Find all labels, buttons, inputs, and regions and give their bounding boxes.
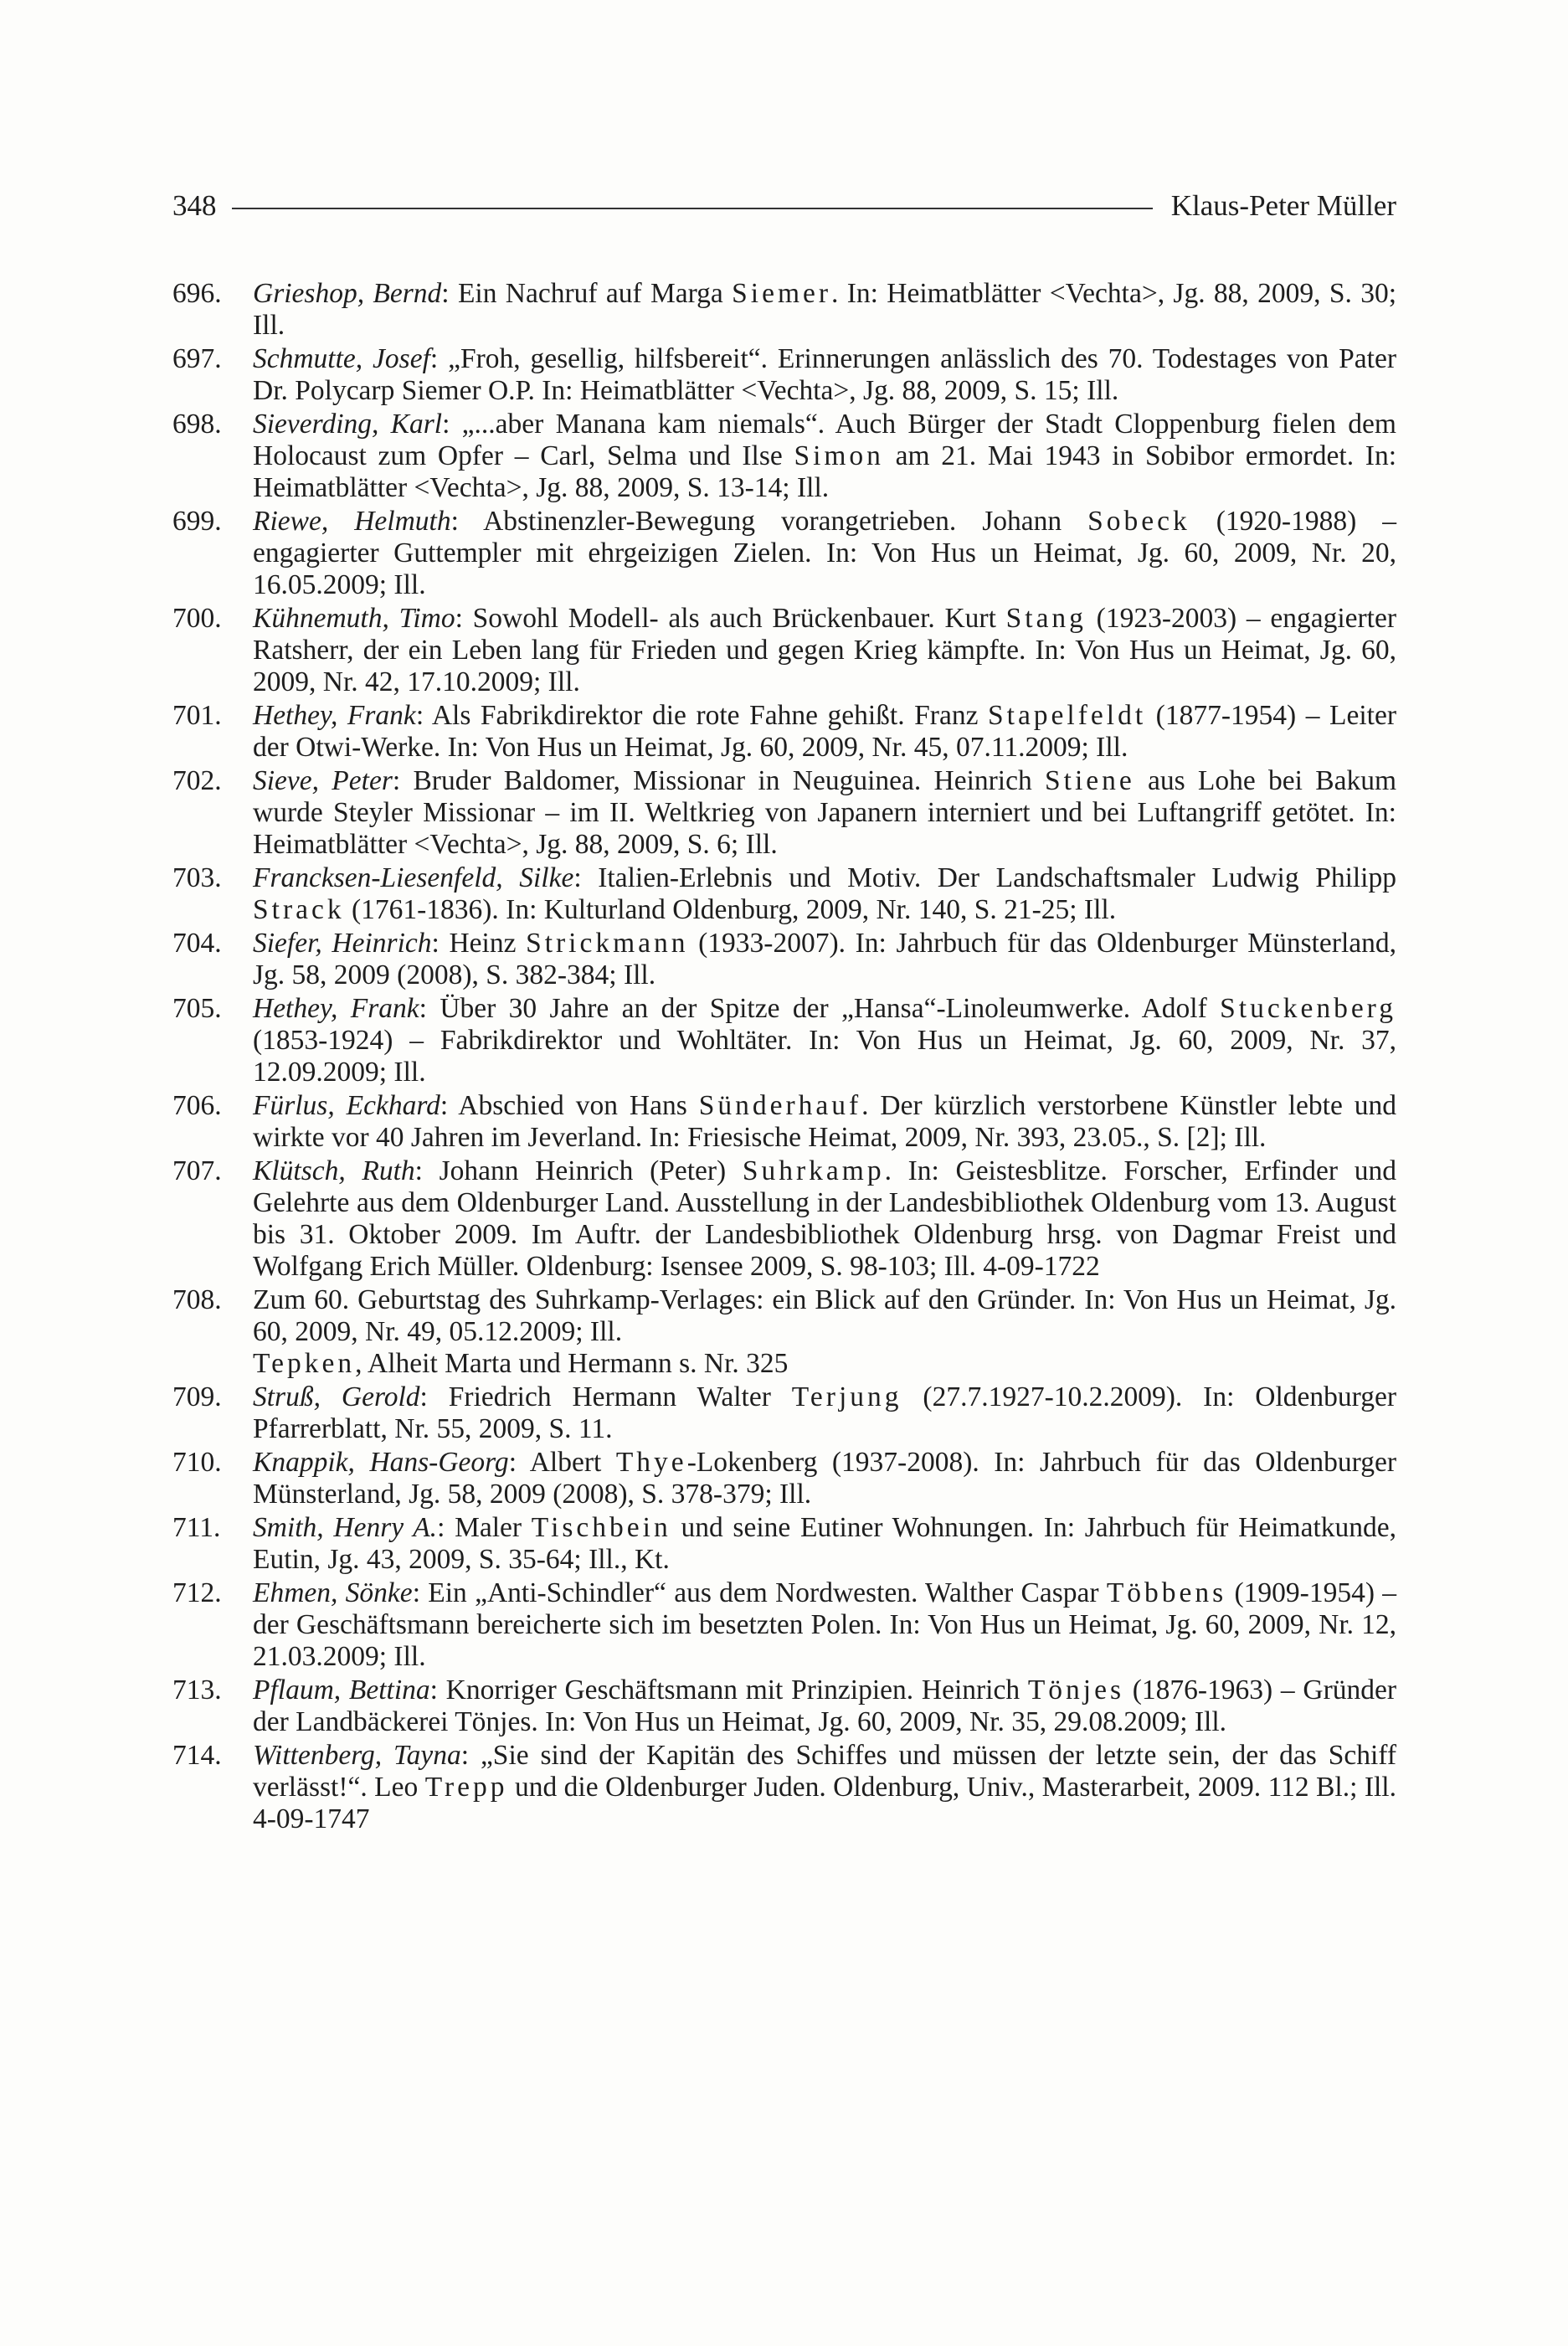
spaced-name: Stiene: [1045, 765, 1135, 796]
bibliography-entry: 701. Hethey, Frank: Als Fabrikdirektor die rote Fahne gehißt. Franz Stapelfeldt (1877-1954) – Leiter der Otwi-Werke. In: Von Hus un Heimat, Jg. 60, 2009, Nr. 45, 07.11.2009; Ill.: [172, 700, 1396, 763]
entry-number: 714.: [172, 1740, 222, 1771]
bibliography-entry: [172, 1284, 1396, 1380]
spaced-name: Suhrkamp: [742, 1155, 885, 1186]
header-rule: [232, 208, 1153, 209]
entry-text: Zum 60. Geburtstag des Suhrkamp-Verlages: ein Blick auf den Gründer. In: Von Hus un Heimat, Jg. 60, 2009, Nr. 49, 05.12.2009; Ill.: [253, 1284, 1396, 1347]
entry-author: Sieve, Peter: [253, 765, 393, 796]
spaced-name: Strickmann: [526, 928, 689, 959]
entry-number: 706.: [172, 1090, 222, 1121]
entry-author: Kühnemuth, Timo: [253, 603, 455, 634]
entry-author: Wittenberg, Tayna: [253, 1740, 461, 1771]
entry-text: Ein „Anti-Schindler“ aus dem Nordwesten. Walther Caspar: [428, 1577, 1107, 1608]
entry-text: „Froh, gesellig, hilfsbereit“. Erinnerungen anlässlich des 70. Todestages von Pater Dr. Polycarp Siemer O.P. In: Heimatblätter <Vechta>, Jg. 88, 2009, S. 15; Ill.: [253, 343, 1396, 406]
bibliography-list: [172, 278, 1396, 1837]
entry-text: Johann Heinrich (Peter): [439, 1155, 743, 1186]
entry-text: Albert: [529, 1447, 616, 1478]
bibliography-entry: 711. Smith, Henry A.: Maler Tischbein und seine Eutiner Wohnungen. In: Jahrbuch für Heimatkunde, Eutin, Jg. 43, 2009, S. 35-64; Ill., Kt.: [172, 1512, 1396, 1575]
entry-author: Struß, Gerold: [253, 1381, 420, 1412]
spaced-name: Többens: [1106, 1577, 1227, 1608]
entry-text: (27.7.1927-10.2.2009). In: Oldenburger Pfarrerblatt, Nr. 55, 2009, S. 11.: [253, 1381, 1397, 1444]
entry-text: Sowohl Modell- als auch Brückenbauer. Kurt: [472, 603, 1006, 634]
spaced-name: Thye: [615, 1447, 687, 1478]
bibliography-entry: 700. Kühnemuth, Timo: Sowohl Modell- als auch Brückenbauer. Kurt Stang (1923-2003) – engagierter Ratsherr, der ein Leben lang für Frieden und gegen Krieg kämpfte. In: Von Hus un Heimat, Jg. 60, 2009, Nr. 42, 17.10.2009; Ill.: [172, 603, 1397, 697]
entry-author: Schmutte, Josef: [253, 343, 430, 374]
spaced-name: Stapelfeldt: [988, 700, 1147, 731]
entry-number: 710.: [172, 1447, 222, 1478]
spaced-name: Terjung: [791, 1381, 902, 1412]
running-author: Klaus-Peter Müller: [1170, 189, 1396, 222]
entry-author: Sieverding, Karl: [253, 409, 443, 440]
entry-text: Ein Nachruf auf Marga: [457, 278, 733, 309]
entry-text: Maler: [455, 1512, 532, 1543]
entry-author: Knappik, Hans-Georg: [253, 1447, 509, 1478]
entry-number: 696.: [172, 278, 222, 309]
entry-text: . In: Geistesblitze. Forscher, Erfinder und Gelehrte aus dem Oldenburger Land. Ausstellung in der Landesbibliothek Oldenburg vom 13. August bis 31. Oktober 2009. Im Auftr. der Landesbibliothek Oldenburg hrsg. von Dagmar Freist und Wolfgang Erich Müller. Oldenburg: Isensee 2009, S. 98-103; Ill. 4-09-1722: [253, 1155, 1396, 1282]
spaced-name: Tischbein: [531, 1512, 671, 1543]
bibliography-entry: 702. Sieve, Peter: Bruder Baldomer, Missionar in Neuguinea. Heinrich Stiene aus Lohe bei Bakum wurde Steyler Missionar – im II. Weltkrieg von Japanern interniert und bei Luftangriff getötet. In: Heimatblätter <Vechta>, Jg. 88, 2009, S. 6; Ill.: [172, 765, 1397, 860]
entry-text: (1923-2003) – engagierter Ratsherr, der ein Leben lang für Frieden und gegen Krieg kämpfte. In: Von Hus un Heimat, Jg. 60, 2009, Nr. 42, 17.10.2009; Ill.: [253, 603, 1397, 697]
spaced-name: Stuckenberg: [1220, 993, 1396, 1024]
entry-author: Francksen-Liesenfeld, Silke: [253, 862, 574, 893]
entry-text: Friedrich Hermann Walter: [448, 1381, 792, 1412]
entry-number: 704.: [172, 928, 222, 959]
entry-number: 697.: [172, 343, 222, 374]
bibliography-entry: 710. Knappik, Hans-Georg: Albert Thye-Lokenberg (1937-2008). In: Jahrbuch für das Oldenburger Münsterland, Jg. 58, 2009 (2008), S. 378-379; Ill.: [172, 1447, 1397, 1510]
entry-text: (1877-1954) – Leiter der Otwi-Werke. In: Von Hus un Heimat, Jg. 60, 2009, Nr. 45, 07.11.2009; Ill.: [253, 700, 1396, 763]
entry-author: Hethey, Frank: [253, 700, 416, 731]
entry-number: 705.: [172, 993, 222, 1024]
entry-number: 709.: [172, 1381, 222, 1412]
spaced-name: Trepp: [424, 1772, 508, 1803]
bibliography-entry: 699. Riewe, Helmuth: Abstinenzler-Bewegung vorangetrieben. Johann Sobeck (1920-1988) – engagierter Guttempler mit ehrgeizigen Zielen. In: Von Hus un Heimat, Jg. 60, 2009, Nr. 20, 16.05.2009; Ill.: [172, 506, 1396, 600]
spaced-name: Tönjes: [1027, 1675, 1124, 1705]
spaced-name: Tepken: [253, 1348, 356, 1379]
entry-text: Bruder Baldomer, Missionar in Neuguinea. Heinrich: [413, 765, 1045, 796]
entry-number: 698.: [172, 409, 222, 440]
entry-text: . Der kürzlich verstorbene Künstler lebte und wirkte vor 40 Jahren im Jeverland. In: Friesische Heimat, 2009, Nr. 393, 23.05., S. [2]; Ill.: [253, 1090, 1396, 1153]
bibliography-entry: 704. Siefer, Heinrich: Heinz Strickmann (1933-2007). In: Jahrbuch für das Oldenburger Münsterland, Jg. 58, 2009 (2008), S. 382-384; Ill.: [172, 928, 1396, 990]
entry-author: Siefer, Heinrich: [253, 928, 432, 959]
spaced-name: Sobeck: [1087, 506, 1190, 537]
entry-text: (1853-1924) – Fabrikdirektor und Wohltäter. In: Von Hus un Heimat, Jg. 60, 2009, Nr. 37, 12.09.2009; Ill.: [253, 1025, 1396, 1088]
bibliography-entry: 696. Grieshop, Bernd: Ein Nachruf auf Marga Siemer. In: Heimatblätter <Vechta>, Jg. 88, 2009, S. 30; Ill.: [172, 278, 1396, 341]
cross-reference: [253, 1348, 1396, 1380]
entry-author: Hethey, Frank: [253, 993, 419, 1024]
entry-text: Abschied von Hans: [458, 1090, 699, 1121]
entry-number: 700.: [172, 603, 222, 634]
bibliography-entry: 706. Fürlus, Eckhard: Abschied von Hans Sünderhauf. Der kürzlich verstorbene Künstler lebte und wirkte vor 40 Jahren im Jeverland. In: Friesische Heimat, 2009, Nr. 393, 23.05., S. [2]; Ill.: [172, 1090, 1396, 1153]
entry-text: Abstinenzler-Bewegung vorangetrieben. Johann: [483, 506, 1088, 537]
spaced-name: Siemer: [732, 278, 832, 309]
entry-author: Fürlus, Eckhard: [253, 1090, 440, 1121]
page-header: [172, 181, 1396, 231]
entry-text: Heinz: [449, 928, 527, 959]
entry-text: Knorriger Geschäftsmann mit Prinzipien. Heinrich: [445, 1675, 1028, 1705]
entry-text: (1933-2007). In: Jahrbuch für das Oldenburger Münsterland, Jg. 58, 2009 (2008), S. 382-384; Ill.: [253, 928, 1396, 990]
bibliography-entry: 709. Struß, Gerold: Friedrich Hermann Walter Terjung (27.7.1927-10.2.2009). In: Oldenburger Pfarrerblatt, Nr. 55, 2009, S. 11.: [172, 1381, 1397, 1444]
bibliography-entry: 714. Wittenberg, Tayna: „Sie sind der Kapitän des Schiffes und müssen der letzte sein, der das Schiff verlässt!“. Leo Trepp und die Oldenburger Juden. Oldenburg, Univ., Masterarbeit, 2009. 112 Bl.; Ill. 4-09-1747: [172, 1740, 1396, 1834]
entry-text: (1920-1988) – engagierter Guttempler mit ehrgeizigen Zielen. In: Von Hus un Heimat, Jg. 60, 2009, Nr. 20, 16.05.2009; Ill.: [253, 506, 1396, 600]
spaced-name: Strack: [253, 894, 345, 925]
entry-text: (1909-1954) – der Geschäftsmann bereicherte sich im besetzten Polen. In: Von Hus un Heimat, Jg. 60, 2009, Nr. 12, 21.03.2009; Ill.: [253, 1577, 1397, 1672]
entry-number: 703.: [172, 862, 222, 893]
entry-text: (1876-1963) – Gründer der Landbäckerei Tönjes. In: Von Hus un Heimat, Jg. 60, 2009, Nr. 35, 29.08.2009; Ill.: [253, 1675, 1397, 1737]
entry-author: Grieshop, Bernd: [253, 278, 442, 309]
entry-text: . In: Heimatblätter <Vechta>, Jg. 88, 2009, S. 30; Ill.: [253, 278, 1396, 341]
entry-text: und seine Eutiner Wohnungen. In: Jahrbuch für Heimatkunde, Eutin, Jg. 43, 2009, S. 35-64; Ill., Kt.: [253, 1512, 1396, 1575]
entry-text: am 21. Mai 1943 in Sobibor ermordet. In: Heimatblätter <Vechta>, Jg. 88, 2009, S. 13-14; Ill.: [253, 440, 1396, 503]
entry-text: Als Fabrikdirektor die rote Fahne gehißt. Franz: [431, 700, 988, 731]
spaced-name: Simon: [794, 440, 884, 471]
entry-author: Klütsch, Ruth: [253, 1155, 415, 1186]
entry-number: 699.: [172, 506, 222, 537]
bibliography-entry: 713. Pflaum, Bettina: Knorriger Geschäftsmann mit Prinzipien. Heinrich Tönjes (1876-1963) – Gründer der Landbäckerei Tönjes. In: Von Hus un Heimat, Jg. 60, 2009, Nr. 35, 29.08.2009; Ill.: [172, 1675, 1397, 1737]
entry-number: 708.: [172, 1284, 222, 1315]
bibliography-entry: 697. Schmutte, Josef: „Froh, gesellig, hilfsbereit“. Erinnerungen anlässlich des 70. Todestages von Pater Dr. Polycarp Siemer O.P. In: Heimatblätter <Vechta>, Jg. 88, 2009, S. 15; Ill.: [172, 343, 1396, 406]
entry-author: Ehmen, Sönke: [253, 1577, 413, 1608]
entry-text: Über 30 Jahre an der Spitze der „Hansa“-Linoleumwerke. Adolf: [440, 993, 1221, 1024]
entry-text: und die Oldenburger Juden. Oldenburg, Univ., Masterarbeit, 2009. 112 Bl.; Ill. 4-09-1747: [253, 1772, 1396, 1834]
entry-number: 712.: [172, 1577, 222, 1608]
entry-author: Smith, Henry A.: [253, 1512, 438, 1543]
entry-text: , Alheit Marta und Hermann s. Nr. 325: [355, 1348, 789, 1379]
entry-number: 713.: [172, 1675, 222, 1705]
page-number: 348: [172, 189, 217, 222]
entry-number: 701.: [172, 700, 222, 731]
bibliography-entry: 712. Ehmen, Sönke: Ein „Anti-Schindler“ aus dem Nordwesten. Walther Caspar Többens (1909-1954) – der Geschäftsmann bereicherte sich im besetzten Polen. In: Von Hus un Heimat, Jg. 60, 2009, Nr. 12, 21.03.2009; Ill.: [172, 1577, 1397, 1672]
entry-text: Italien-Erlebnis und Motiv. Der Landschaftsmaler Ludwig Philipp: [598, 862, 1396, 893]
entry-author: Riewe, Helmuth: [253, 506, 451, 537]
bibliography-entry: 698. Sieverding, Karl: „...aber Manana kam niemals“. Auch Bürger der Stadt Cloppenburg fielen dem Holocaust zum Opfer – Carl, Selma und Ilse Simon am 21. Mai 1943 in Sobibor ermordet. In: Heimatblätter <Vechta>, Jg. 88, 2009, S. 13-14; Ill.: [172, 409, 1396, 503]
entry-author: Pflaum, Bettina: [253, 1675, 430, 1705]
spaced-name: Sünderhauf: [698, 1090, 862, 1121]
entry-number: 711.: [172, 1512, 221, 1543]
bibliography-entry: 703. Francksen-Liesenfeld, Silke: Italien-Erlebnis und Motiv. Der Landschaftsmaler Ludwig Philipp Strack (1761-1836). In: Kulturland Oldenburg, 2009, Nr. 140, S. 21-25; Ill.: [172, 862, 1396, 925]
entry-text: -Lokenberg (1937-2008). In: Jahrbuch für das Oldenburger Münsterland, Jg. 58, 2009 (2008), S. 378-379; Ill.: [253, 1447, 1397, 1510]
entry-text: „Sie sind der Kapitän des Schiffes und müssen der letzte sein, der das Schiff verlässt!“. Leo: [253, 1740, 1396, 1803]
entry-text: „...aber Manana kam niemals“. Auch Bürger der Stadt Cloppenburg fielen dem Holocaust zum Opfer – Carl, Selma und Ilse: [253, 409, 1396, 471]
entry-number: 702.: [172, 765, 222, 796]
entry-text: (1761-1836). In: Kulturland Oldenburg, 2009, Nr. 140, S. 21-25; Ill.: [344, 894, 1117, 925]
bibliography-entry: 707. Klütsch, Ruth: Johann Heinrich (Peter) Suhrkamp. In: Geistesblitze. Forscher, Erfinder und Gelehrte aus dem Oldenburger Land. Ausstellung in der Landesbibliothek Oldenburg vom 13. August bis 31. Oktober 2009. Im Auftr. der Landesbibliothek Oldenburg hrsg. von Dagmar Freist und Wolfgang Erich Müller. Oldenburg: Isensee 2009, S. 98-103; Ill. 4-09-1722: [172, 1155, 1396, 1282]
entry-number: 707.: [172, 1155, 222, 1186]
spaced-name: Stang: [1005, 603, 1087, 634]
bibliography-entry: 705. Hethey, Frank: Über 30 Jahre an der Spitze der „Hansa“-Linoleumwerke. Adolf Stuckenberg (1853-1924) – Fabrikdirektor und Wohltäter. In: Von Hus un Heimat, Jg. 60, 2009, Nr. 37, 12.09.2009; Ill.: [172, 993, 1396, 1088]
entry-text: aus Lohe bei Bakum wurde Steyler Missionar – im II. Weltkrieg von Japanern interniert und bei Luftangriff getötet. In: Heimatblätter <Vechta>, Jg. 88, 2009, S. 6; Ill.: [253, 765, 1397, 860]
